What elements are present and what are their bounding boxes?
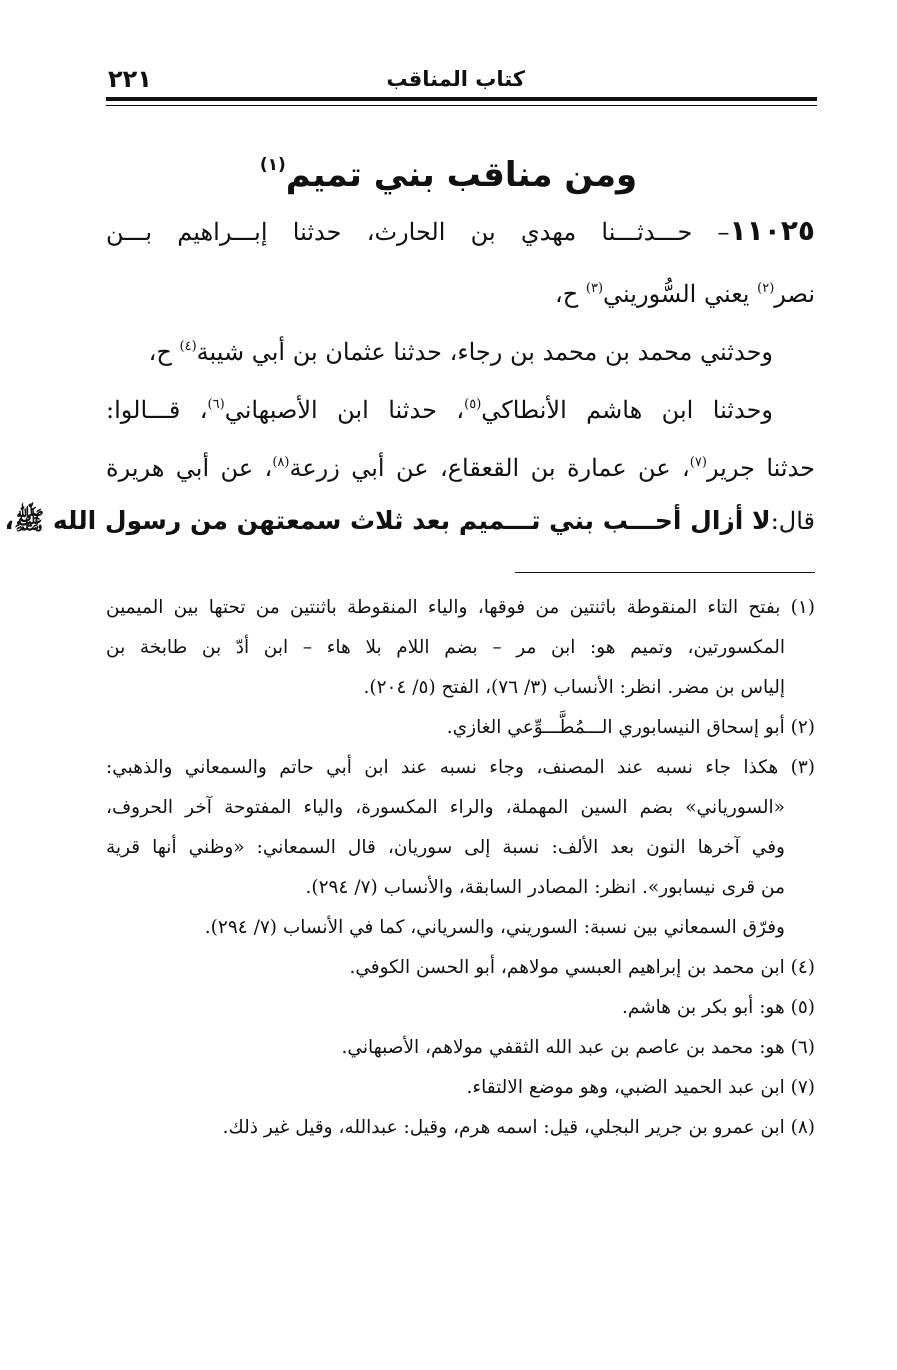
text-segment: ، عن عمارة بن القعقاع، عن أبي زرعة: [289, 454, 690, 482]
text-segment: يعني السُّوريني: [603, 280, 758, 308]
footnote-3-cont: من قرى نيسابور». انظر: المصادر السابقة، والأنساب (٧/ ٢٩٤).: [305, 877, 785, 898]
chapter-title: [0, 140, 897, 200]
header-rule-thin: [106, 105, 817, 106]
footnote-4: (٤) ابن محمد بن إبراهيم العبسي مولاهم، أبو الحسن الكوفي.: [349, 957, 815, 978]
footnote-1-cont: المكسورتين، وتميم هو: ابن مر – بضم اللام بلا هاء – ابن أدّ بن طابخة بن: [106, 637, 785, 658]
footnote-ref: (٢): [757, 281, 775, 296]
footnote-ref: (٤): [179, 339, 197, 354]
page-number: ٢٢١: [108, 65, 152, 93]
running-title: كتاب المناقب: [386, 67, 525, 91]
footnote-ref: (٣): [585, 281, 604, 296]
footnote-ref: (٦): [207, 397, 225, 412]
footnote-ref: (٥): [464, 397, 482, 412]
footnote-separator: [515, 572, 815, 573]
text-segment: ح،: [148, 338, 180, 366]
text-line-1-content: – حـــدثـــنا مهدي بن الحارث، حدثنا إبـــراهيم بـــن: [106, 218, 730, 246]
hadith-quote: لا أزال أحـــب بني تـــميم بعد ثلاث سمعتهن من رسول الله ﷺ،: [4, 506, 771, 535]
footnote-3: (٣) هكذا جاء نسبه عند المصنف، وجاء نسبه عند ابن أبي حاتم والسمعاني والذهبي:: [106, 757, 815, 778]
hadith-number: ١١٠٢٥: [729, 214, 815, 247]
text-line-5: [106, 434, 815, 492]
text-segment: حدثنا جرير: [706, 454, 816, 482]
text-segment: ح،: [555, 280, 586, 308]
text-line-4: [106, 376, 815, 434]
footnote-3-cont: «السورياني» بضم السين المهملة، والراء المكسورة، والياء المفتوحة آخر الحروف،: [106, 797, 785, 818]
running-header: [108, 62, 815, 100]
text-segment: ، قـــالوا:: [106, 396, 208, 424]
text-line-2: [106, 260, 815, 318]
text-segment: قال:: [770, 507, 815, 535]
footnote-7: (٧) ابن عبد الحميد الضبي، وهو موضع الالتقاء.: [466, 1077, 815, 1098]
text-segment: نصر: [774, 280, 815, 308]
footnote-3-cont: وفرّق السمعاني بين نسبة: السوريني، والسرياني، كما في الأنساب (٧/ ٢٩٤).: [204, 917, 785, 938]
text-segment: ، حدثنا ابن الأصبهاني: [224, 396, 465, 424]
text-line-1: [106, 202, 815, 260]
chapter-title-text: ومن مناقب بني تميم: [285, 155, 638, 195]
text-segment: وحدثني محمد بن محمد بن رجاء، حدثنا عثمان بن أبي شيبة: [196, 338, 773, 366]
footnote-2: (٢) أبو إسحاق النيسابوري الـــمُطَّـــوِّعي الغازي.: [446, 717, 815, 738]
footnote-5: (٥) هو: أبو بكر بن هاشم.: [621, 997, 815, 1018]
text-segment: ، عن أبي هريرة: [106, 454, 273, 482]
footnote-1-cont: إلياس بن مضر. انظر: الأنساب (٣/ ٧٦)، الفتح (٥/ ٢٠٤).: [363, 677, 785, 698]
footnote-8: (٨) ابن عمرو بن جرير البجلي، قيل: اسمه هرم، وقيل: عبدالله، وقيل غير ذلك.: [222, 1117, 815, 1138]
text-segment: وحدثنا ابن هاشم الأنطاكي: [481, 396, 774, 424]
header-rule-thick: [106, 97, 817, 101]
text-line-3: [106, 318, 815, 376]
text-line-6: [4, 492, 815, 550]
hadith-text: [4, 202, 816, 550]
footnote-ref: (٨): [272, 455, 290, 470]
footnote-1: (١) بفتح التاء المنقوطة باثنتين من فوقها، والياء المنقوطة باثنتين من تحتها بين الميمين: [106, 597, 815, 618]
footnote-6: (٦) هو: محمد بن عاصم بن عبد الله الثقفي مولاهم، الأصبهاني.: [341, 1037, 815, 1058]
footnote-3-cont: وفي آخرها النون بعد الألف: نسبة إلى سوريان، قال السمعاني: «وظني أنها قرية: [106, 837, 785, 858]
footnote-ref: (٧): [689, 455, 707, 470]
footnotes: [106, 588, 815, 1148]
chapter-note-ref: (١): [259, 155, 286, 175]
